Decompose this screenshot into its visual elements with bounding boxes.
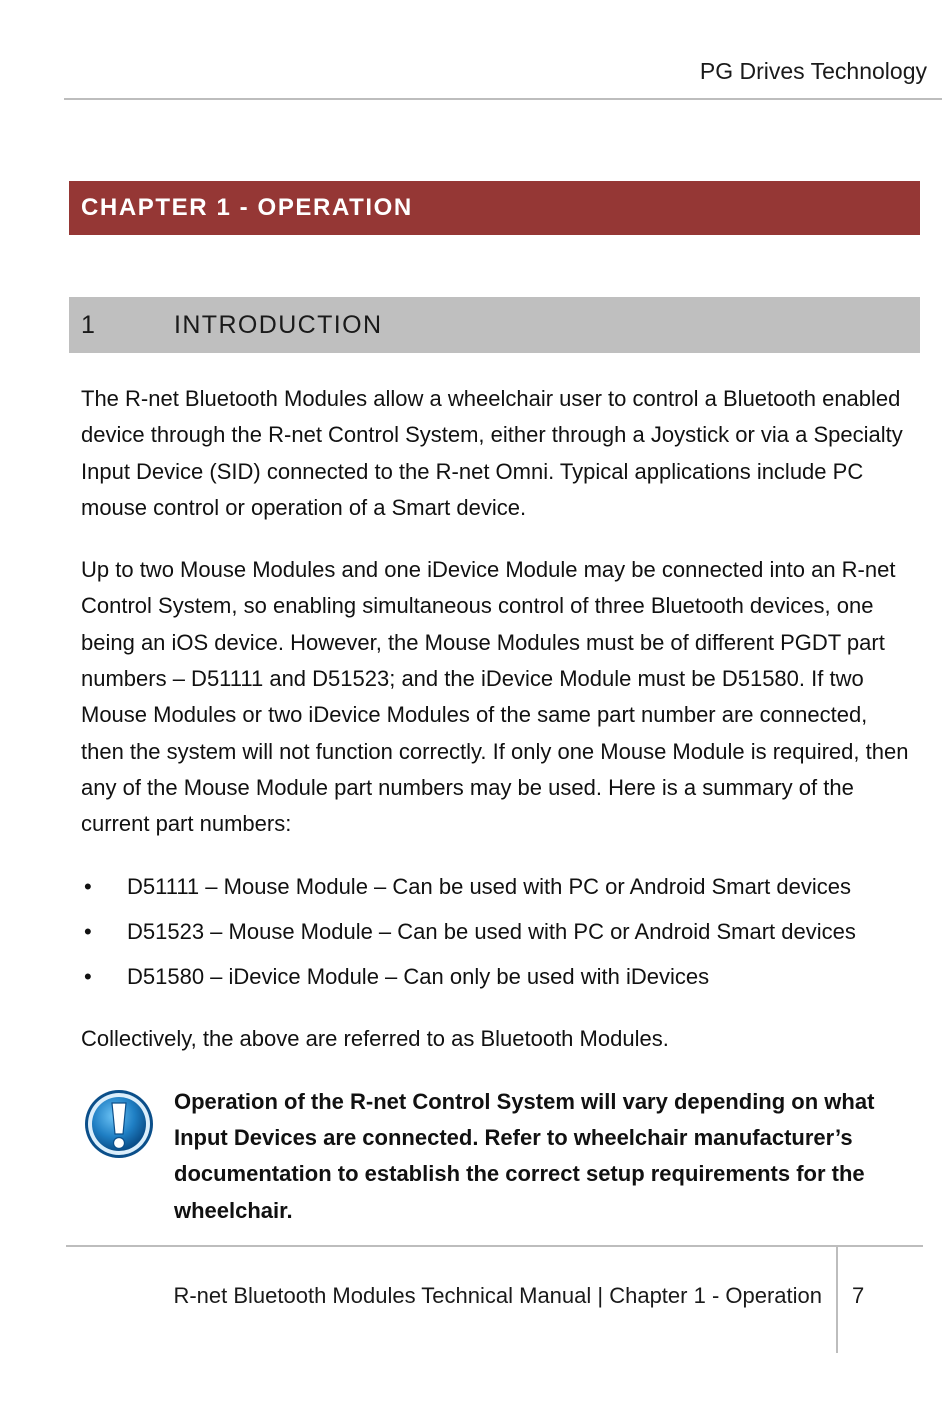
note-callout: [81, 1084, 911, 1229]
list-item: [81, 959, 911, 995]
list-item: [81, 914, 911, 950]
footer-divider: [66, 1245, 923, 1247]
modules-paragraph: Up to two Mouse Modules and one iDevice Module may be connected into an R-net Control System, so enabling simultaneous control of three Bluetooth devices, one being an iOS device. However, the Mouse Modules must be of different PGDT part numbers – D51111 and D51523; and the iDevice Module must be D51580. If two Mouse Modules or two iDevice Modules of the same part number are connected, then the system will not function correctly. If only one Mouse Module is required, then any of the Mouse Module part numbers may be used. Here is a summary of the current part numbers:: [81, 557, 909, 837]
list-item-text: D51111 – Mouse Module – Can be used with PC or Android Smart devices: [127, 873, 851, 899]
exclamation-icon: [83, 1088, 155, 1160]
footer-title: R-net Bluetooth Modules Technical Manual | Chapter 1 - Operation: [173, 1283, 822, 1308]
list-item-text: D51523 – Mouse Module – Can be used with PC or Android Smart devices: [127, 918, 856, 944]
chapter-banner: [69, 181, 920, 235]
bullet-dot-icon: •: [84, 964, 92, 990]
header-divider: [64, 98, 942, 100]
intro-paragraph: The R-net Bluetooth Modules allow a wheelchair user to control a Bluetooth enabled device through the R-net Control System, either through a Joystick or via a Specialty Input Device (SID) connected to the R-net Omni. Typical applications include PC mouse control or operation of a Smart device.: [81, 386, 903, 520]
part-number-list: [81, 869, 911, 996]
list-item-text: D51580 – iDevice Module – Can only be used with iDevices: [127, 964, 710, 990]
section-heading: [69, 297, 920, 353]
list-item: [81, 869, 911, 905]
bullet-dot-icon: •: [84, 873, 92, 899]
bullet-dot-icon: •: [84, 918, 92, 944]
main-content: [81, 381, 911, 1229]
note-text: Operation of the R-net Control System will vary depending on what Input Devices are connected. Refer to wheelchair manufacturer’s documentation to establish the correct setup requirements for the wheelchair.: [174, 1088, 875, 1223]
page-number: 7: [852, 1283, 865, 1308]
header-brand: PG Drives Technology: [699, 58, 927, 84]
footer-vertical-divider: [836, 1246, 838, 1353]
chapter-title: CHAPTER 1 - OPERATION: [81, 194, 413, 221]
section-title: INTRODUCTION: [174, 310, 383, 339]
summary-paragraph: Collectively, the above are referred to as Bluetooth Modules.: [81, 1026, 669, 1052]
section-number: 1: [81, 310, 97, 339]
